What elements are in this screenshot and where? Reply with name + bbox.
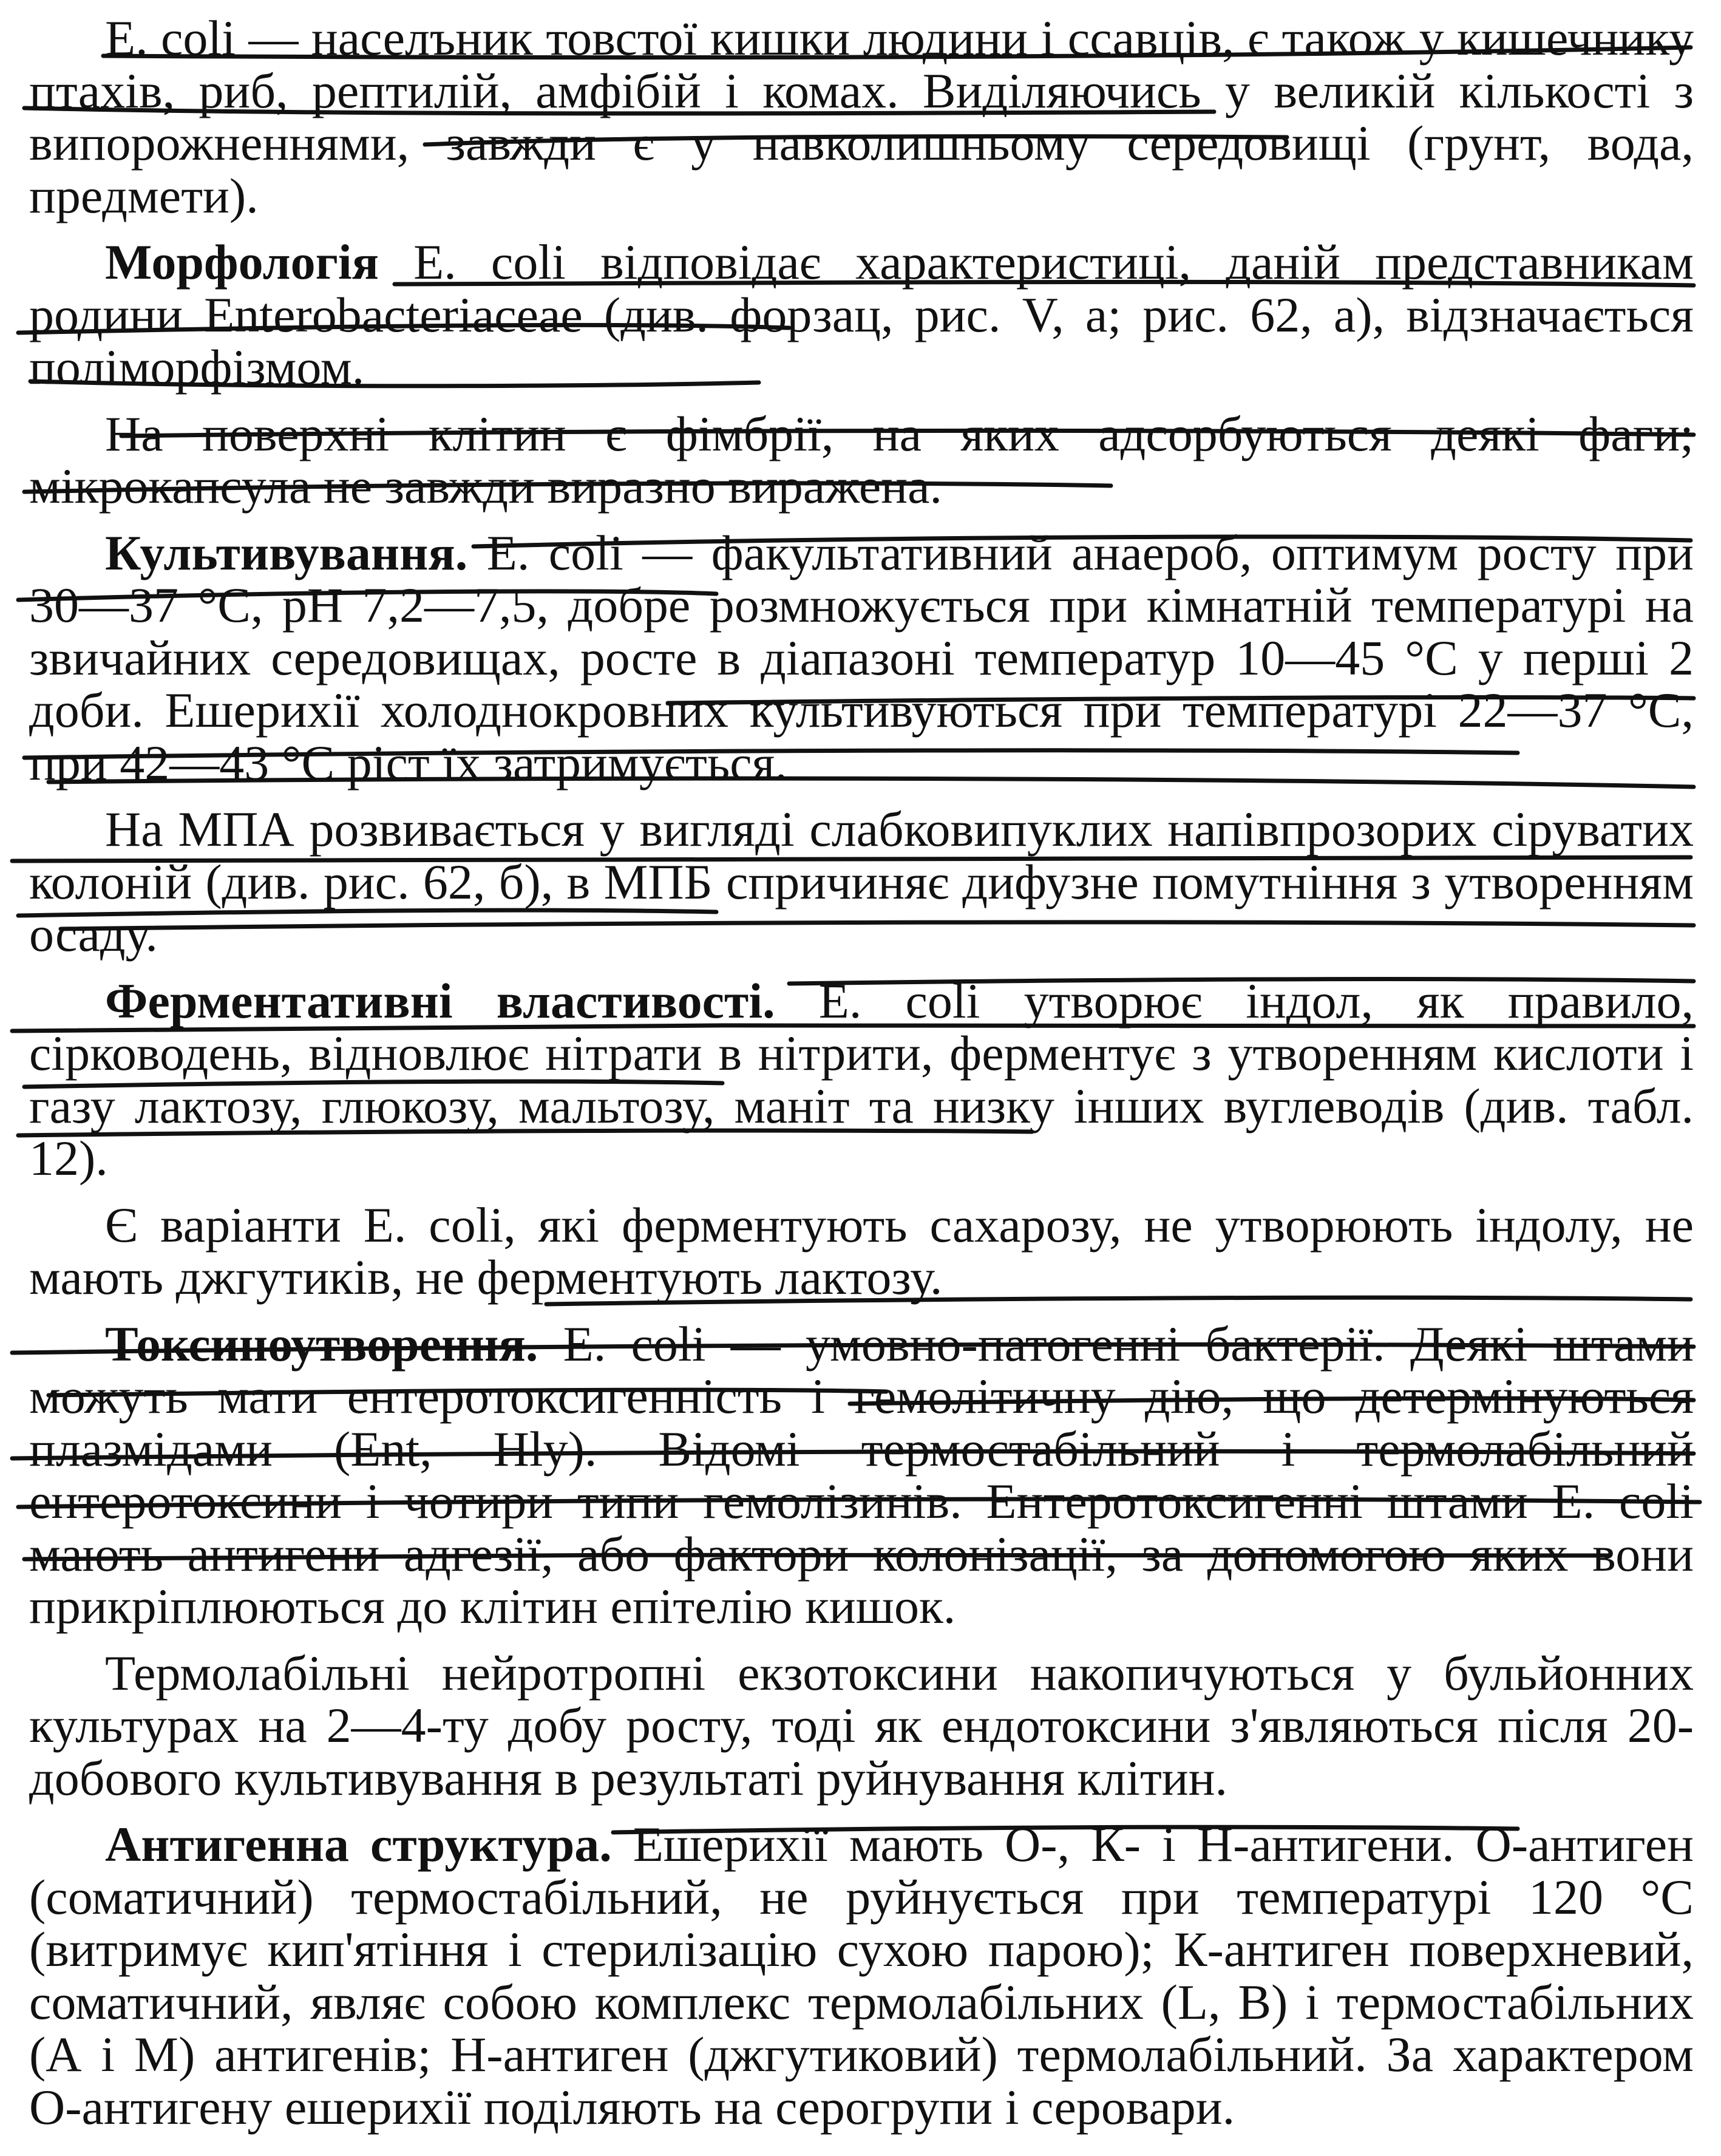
paragraph-cultivation — [29, 527, 1694, 790]
paragraph-fimbriae — [29, 408, 1694, 513]
paragraph-text: Термолабільні нейротропні екзотоксини накопичуються у бульйонних культурах на 2—4-ту добу росту, тоді як ендотоксини з'являються після 20-добового культивування в результаті руйнування клітин. — [29, 1645, 1694, 1806]
paragraph-text: E. coli — умовно-патогенні бактерії. Деякі штами можуть мати ентеротоксигенність і гемолітичну дію, що детермінуються плазмідами (Ent, Hly). Відомі термостабільний і термолабільний ентеротоксини і чотири типи гемолізинів. Ентеротоксигенні штами E. coli мають антигени адгезії, або фактори колонізації, за допомогою яких вони прикріплюються до клітин епітелію кишок. — [29, 1316, 1694, 1634]
paragraph-text: На МПА розвивається у вигляді слабковипуклих напівпрозорих сіруватих колоній (див. рис. 62, б), в МПБ спричиняє дифузне помутніння з утворенням осаду. — [29, 801, 1694, 962]
paragraph-colonies — [29, 803, 1694, 961]
paragraph-text: Ешерихії мають О-, К- і Н-антигени. О-антиген (соматичний) термостабільний, не руйнується при температурі 120 °C (витримує кип'ятіння і стерилізацію сухою парою); К-антиген поверхневий, соматичний, являє собою комплекс термолабільних (L, B) і термостабільних (А і М) антигенів; Н-антиген (джгутиковий) термолабільний. За характером О-антигену ешерихії поділяють на серогрупи і серовари. — [29, 1817, 1694, 2135]
section-heading: Культивування. — [105, 525, 468, 580]
paragraph-text: E. coli — факультативний анаероб, оптимум росту при 30—37 °C, pH 7,2—7,5, добре розмножується при кімнатній температурі на звичайних середовищах, росте в діапазоні температур 10—45 °C у перші 2 доби. Ешерихії холоднокровних культивуються при температурі 22—37 °C, при 42—43 °C ріст їх затримується. — [29, 525, 1694, 791]
paragraph-enzymes — [29, 975, 1694, 1185]
paragraph-habitat — [29, 12, 1694, 222]
paragraph-antigens — [29, 1818, 1694, 2134]
paragraph-toxins — [29, 1318, 1694, 1633]
paragraph-exotoxins — [29, 1647, 1694, 1805]
section-heading: Морфологія — [105, 234, 379, 290]
paragraph-text: На поверхні клітин є фімбрії, на яких адсорбуються деякі фаги; мікрокапсула не завжди виразно виражена. — [29, 406, 1694, 514]
paragraph-text: E. coli утворює індол, як правило, сірководень, відновлює нітрати в нітрити, ферментує з утворенням кислоти і газу лактозу, глюкозу, мальтозу, маніт та низку інших вуглеводів (див. табл. 12). — [29, 973, 1694, 1186]
text-body — [29, 12, 1694, 2147]
paragraph-text: E. coli — населъник товстої кишки людини і ссавців, є також у кишечнику птахів, риб, рептилій, амфібій і комах. Виділяючись у великій кількості з випорожненнями, завжди є у навколишньому середовищі (грунт, вода, предмети). — [29, 10, 1694, 223]
section-heading: Ферментативні властивості. — [105, 973, 775, 1029]
paragraph-text: Є варіанти E. coli, які ферментують сахарозу, не утворюють індолу, не мають джгутиків, не ферментують лактозу. — [29, 1197, 1694, 1305]
section-heading: Антигенна структура. — [105, 1817, 612, 1872]
paragraph-morphology — [29, 236, 1694, 394]
paragraph-variants — [29, 1199, 1694, 1304]
paragraph-text: E. coli відповідає характеристиці, даній представникам родини Enterobacteriaceae (див. форзац, рис. V, а; рис. 62, а), відзначається поліморфізмом. — [29, 234, 1694, 395]
section-heading: Токсиноутворення. — [105, 1316, 538, 1372]
